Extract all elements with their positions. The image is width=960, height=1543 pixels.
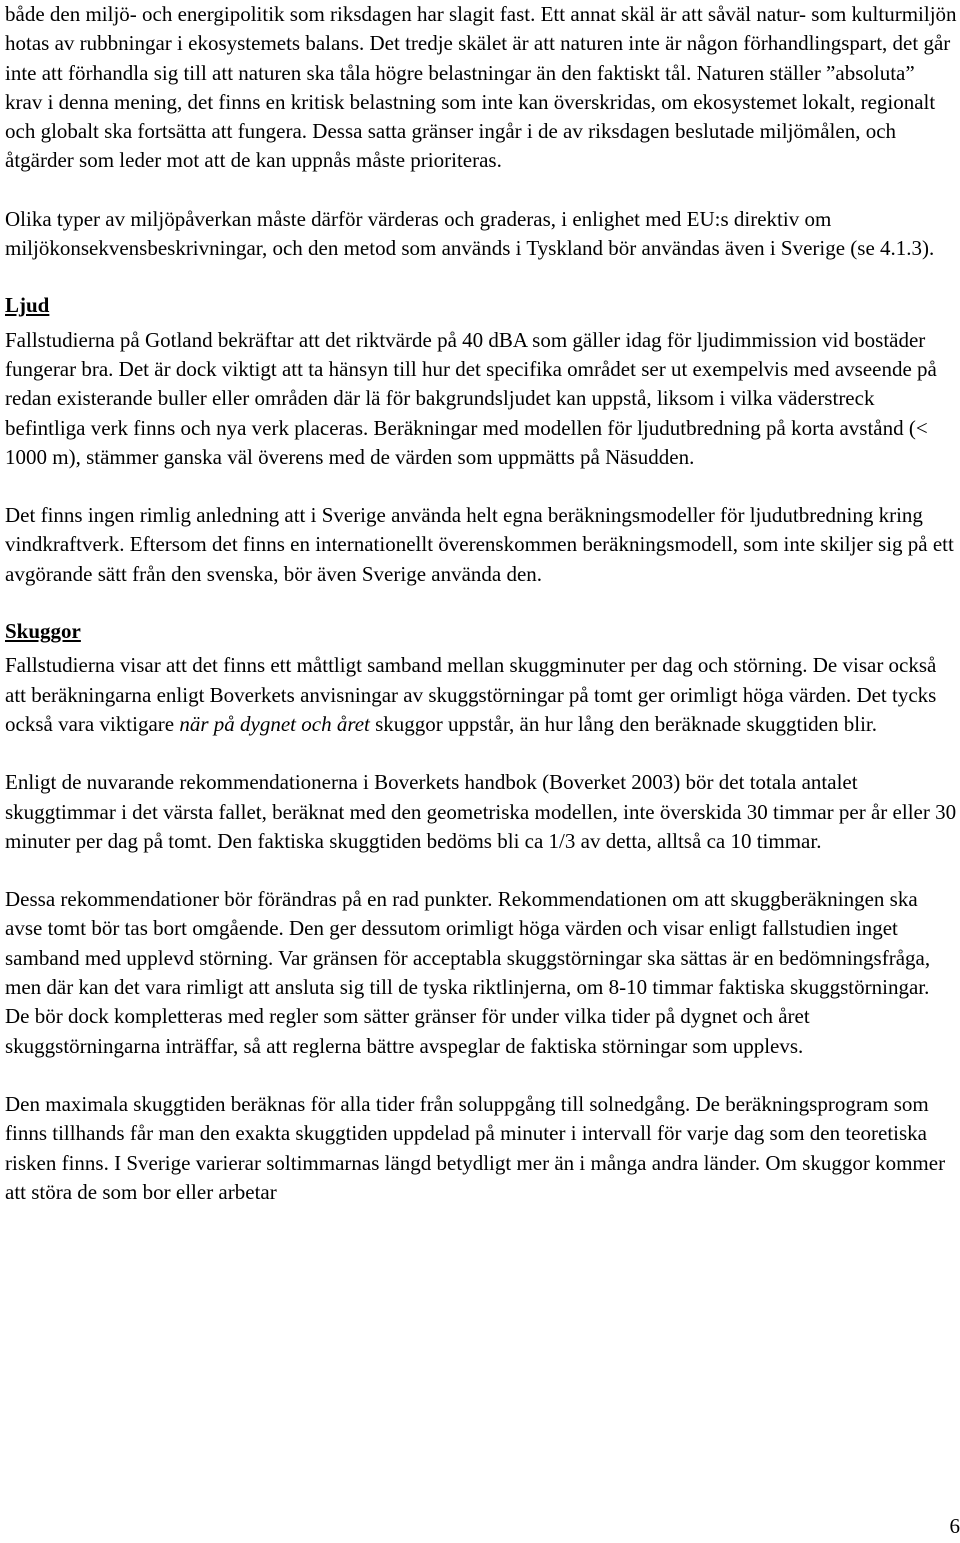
page-number: 6: [949, 1514, 960, 1538]
paragraph-boverket-rekommendationer: Enligt de nuvarande rekommendationerna i Boverkets handbok (Boverket 2003) bör det totala antalet skuggtimmar i det värsta fallet, beräknat med den geometriska modellen, inte överskida 30 timmar per år eller 30 minuter per dag på tomt. Den faktiska skuggtiden bedöms bli ca 1/3 av detta, alltså ca 10 timmar.: [5, 770, 957, 853]
section-heading-skuggor: Skuggor: [5, 619, 81, 644]
section-heading-ljud: Ljud: [5, 293, 50, 318]
paragraph-forandringar: Dessa rekommendationer bör förändras på en rad punkter. Rekommendationen om att skuggberäkningen ska avse tomt bör tas bort omgående. Den ger dessutom orimligt höga värden och visar enligt fallstudien inget samband med upplevd störning. Var gränsen för acceptabla skuggstörningar ska sättas är en bedömningsfråga, men där kan det vara rimligt att ansluta sig till de tyska riktlinjerna, om 8-10 timmar faktiska skuggstörningar. De bör dock kompletteras med regler som sätter gränser för under vilka tider på dygnet och året skuggstörningarna inträffar, så att reglerna bättre avspeglar de faktiska störningar som upplevs.: [5, 887, 931, 1058]
paragraph-ljud-fallstudier: Fallstudierna på Gotland bekräftar att det riktvärde på 40 dBA som gäller idag för ljudimmission vid bostäder fungerar bra. Det är dock viktigt att ta hänsyn till hur det specifika området ser ut exempelvis med avseende på redan existerande buller eller områden där lä för bakgrundsljudet kan uppstå, liksom i vilka väderstreck befintliga verk finns och nya verk placeras. Beräkningar med modellen för ljudutbredning på korta avstånd (< 1000 m), stämmer ganska väl överens med de värden som uppmätts på Näsudden.: [5, 327, 937, 469]
paragraph-ljud-berakningsmodell: Det finns ingen rimlig anledning att i Sverige använda helt egna beräkningsmodeller för ljudutbredning kring vindkraftverk. Eftersom det finns en internationellt överenskommen beräkningsmodell, som inte skiljer sig på ett avgörande sätt från den svenska, bör även Sverige använda den.: [5, 503, 954, 586]
emphasized-text: när på dygnet och året: [179, 711, 370, 736]
paragraph-intro: både den miljö- och energipolitik som riksdagen har slagit fast. Ett annat skäl är att såväl natur- som kulturmiljön hotas av rubbningar i ekosystemets balans. Det tredje skälet är att naturen inte är någon förhandlingspart, det går inte att förhandla sig till att naturen ska tåla högre belastningar än den faktiskt tål. Naturen ställer ”absoluta” krav i denna mening, det finns en kritisk belastning som inte kan överskridas, om ekosystemet lokalt, regionalt och globalt ska fortsätta att fungera. Dessa satta gränser ingår i de av riksdagen beslutade miljömålen, och åtgärder som leder mot att de kan uppnås måste prioriteras.: [5, 2, 957, 173]
paragraph-text: skuggor uppstår, än hur lång den beräknade skuggtiden blir.: [369, 711, 878, 736]
paragraph-maximal-skuggtid: Den maximala skuggtiden beräknas för alla tider från soluppgång till solnedgång. De beräkningsprogram som finns tillhands får man den exakta skuggtiden uppdelad på minuter i intervall för varje dag som den teoretiska risken finns. I Sverige varierar soltimmarnas längd betydligt mer än i många andra länder. Om skuggor kommer att störa de som bor eller arbetar: [5, 1091, 946, 1204]
paragraph-text: Fallstudierna visar att det finns ett måttligt samband mellan skuggminuter per dag och störning. De visar också att beräkningarna enligt Boverkets anvisningar av skuggstörningar på tomt ger orimligt höga värden. Det tycks också vara viktigare: [5, 653, 937, 736]
paragraph-environmental-impact: Olika typer av miljöpåverkan måste därför värderas och graderas, i enlighet med EU:s direktiv om miljökonsekvensbeskrivningar, och den metod som används i Tyskland bör användas även i Sverige (se 4.1.3).: [5, 206, 935, 261]
document-page: [5, 0, 957, 1207]
paragraph-skuggor-fallstudier: [5, 651, 957, 739]
